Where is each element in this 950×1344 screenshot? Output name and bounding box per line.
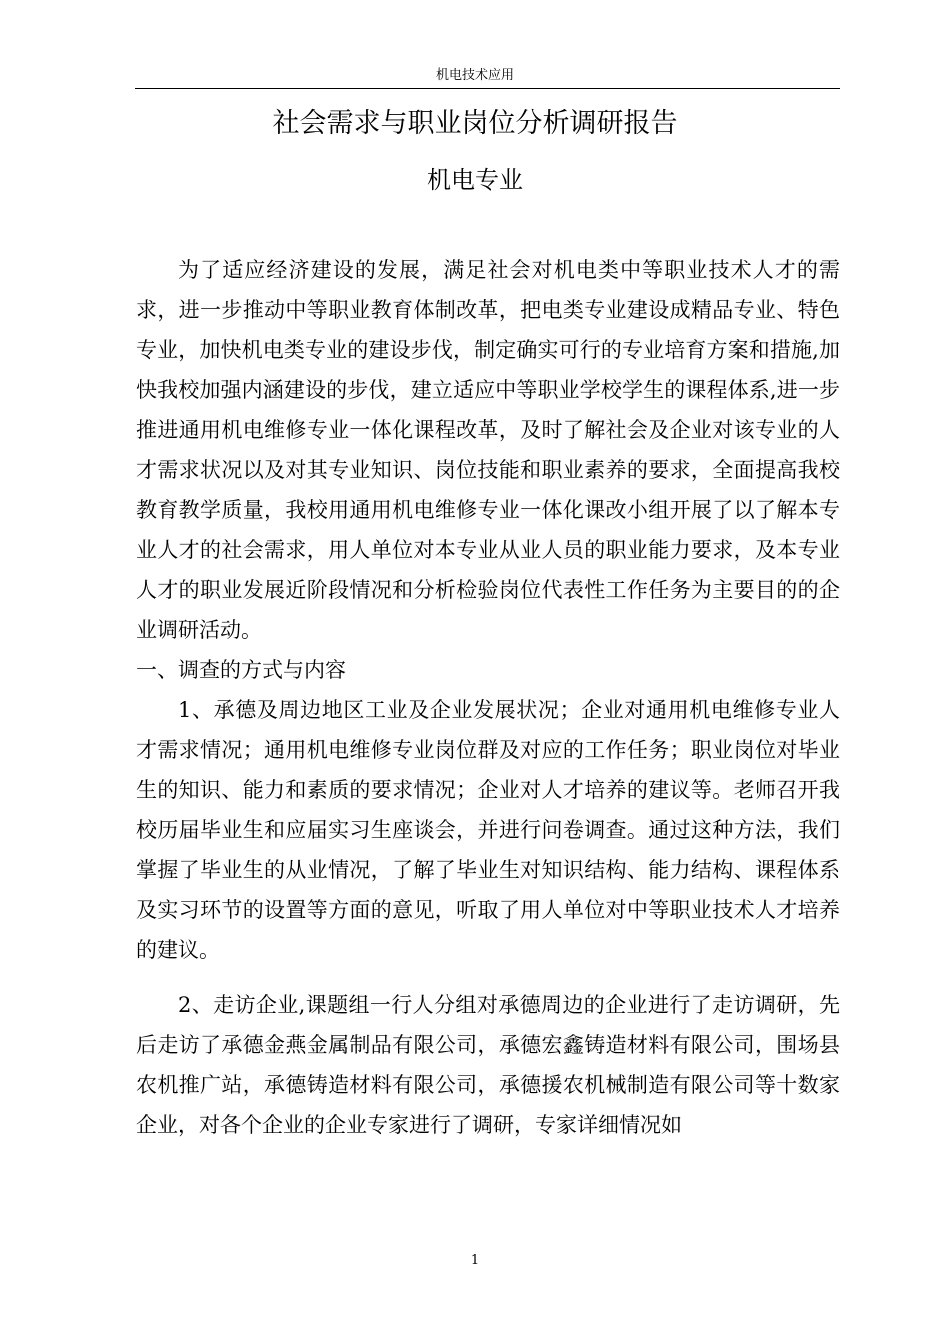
- document-subtitle: 机电专业: [427, 166, 523, 194]
- intro-paragraph: 为了适应经济建设的发展，满足社会对机电类中等职业技术人才的需求，进一步推动中等职业教育体制改革，把电类专业建设成精品专业、特色专业，加快机电类专业的建设步伐，制定确实可行的专业培育方案和措施,加快我校加强内涵建设的步伐，建立适应中等职业学校学生的课程体系,进一步推进通用机电维修专业一体化课程改革，及时了解社会及企业对该专业的人才需求状况以及对其专业知识、岗位技能和职业素养的要求，全面提高我校教育教学质量，我校用通用机电维修专业一体化课改小组开展了以了解本专业人才的社会需求，用人单位对本专业从业人员的职业能力要求，及本专业人才的职业发展近阶段情况和分析检验岗位代表性工作任务为主要目的的企业调研活动。: [136, 258, 840, 642]
- header-divider: [135, 88, 840, 89]
- section-heading: 一、调查的方式与内容: [136, 658, 346, 682]
- document-body: [136, 250, 840, 1145]
- document-title: 社会需求与职业岗位分析调研报告: [272, 108, 678, 139]
- running-header: 机电技术应用: [435, 68, 514, 83]
- item-2-paragraph: 2、走访企业,课题组一行人分组对承德周边的企业进行了走访调研，先后走访了承德金燕金属制品有限公司，承德宏鑫铸造材料有限公司，围场县农机推广站，承德铸造材料有限公司，承德援农机械制造有限公司等十数家企业，对各个企业的企业专家进行了调研，专家详细情况如: [136, 993, 840, 1137]
- item-1-paragraph: 1、承德及周边地区工业及企业发展状况；企业对通用机电维修专业人才需求情况；通用机电维修专业岗位群及对应的工作任务；职业岗位对毕业生的知识、能力和素质的要求情况；企业对人才培养的建议等。老师召开我校历届毕业生和应届实习生座谈会，并进行问卷调查。通过这种方法，我们掌握了毕业生的从业情况，了解了毕业生对知识结构、能力结构、课程体系及实习环节的设置等方面的意见，听取了用人单位对中等职业技术人才培养的建议。: [136, 698, 840, 962]
- page-number: 1: [470, 1253, 480, 1268]
